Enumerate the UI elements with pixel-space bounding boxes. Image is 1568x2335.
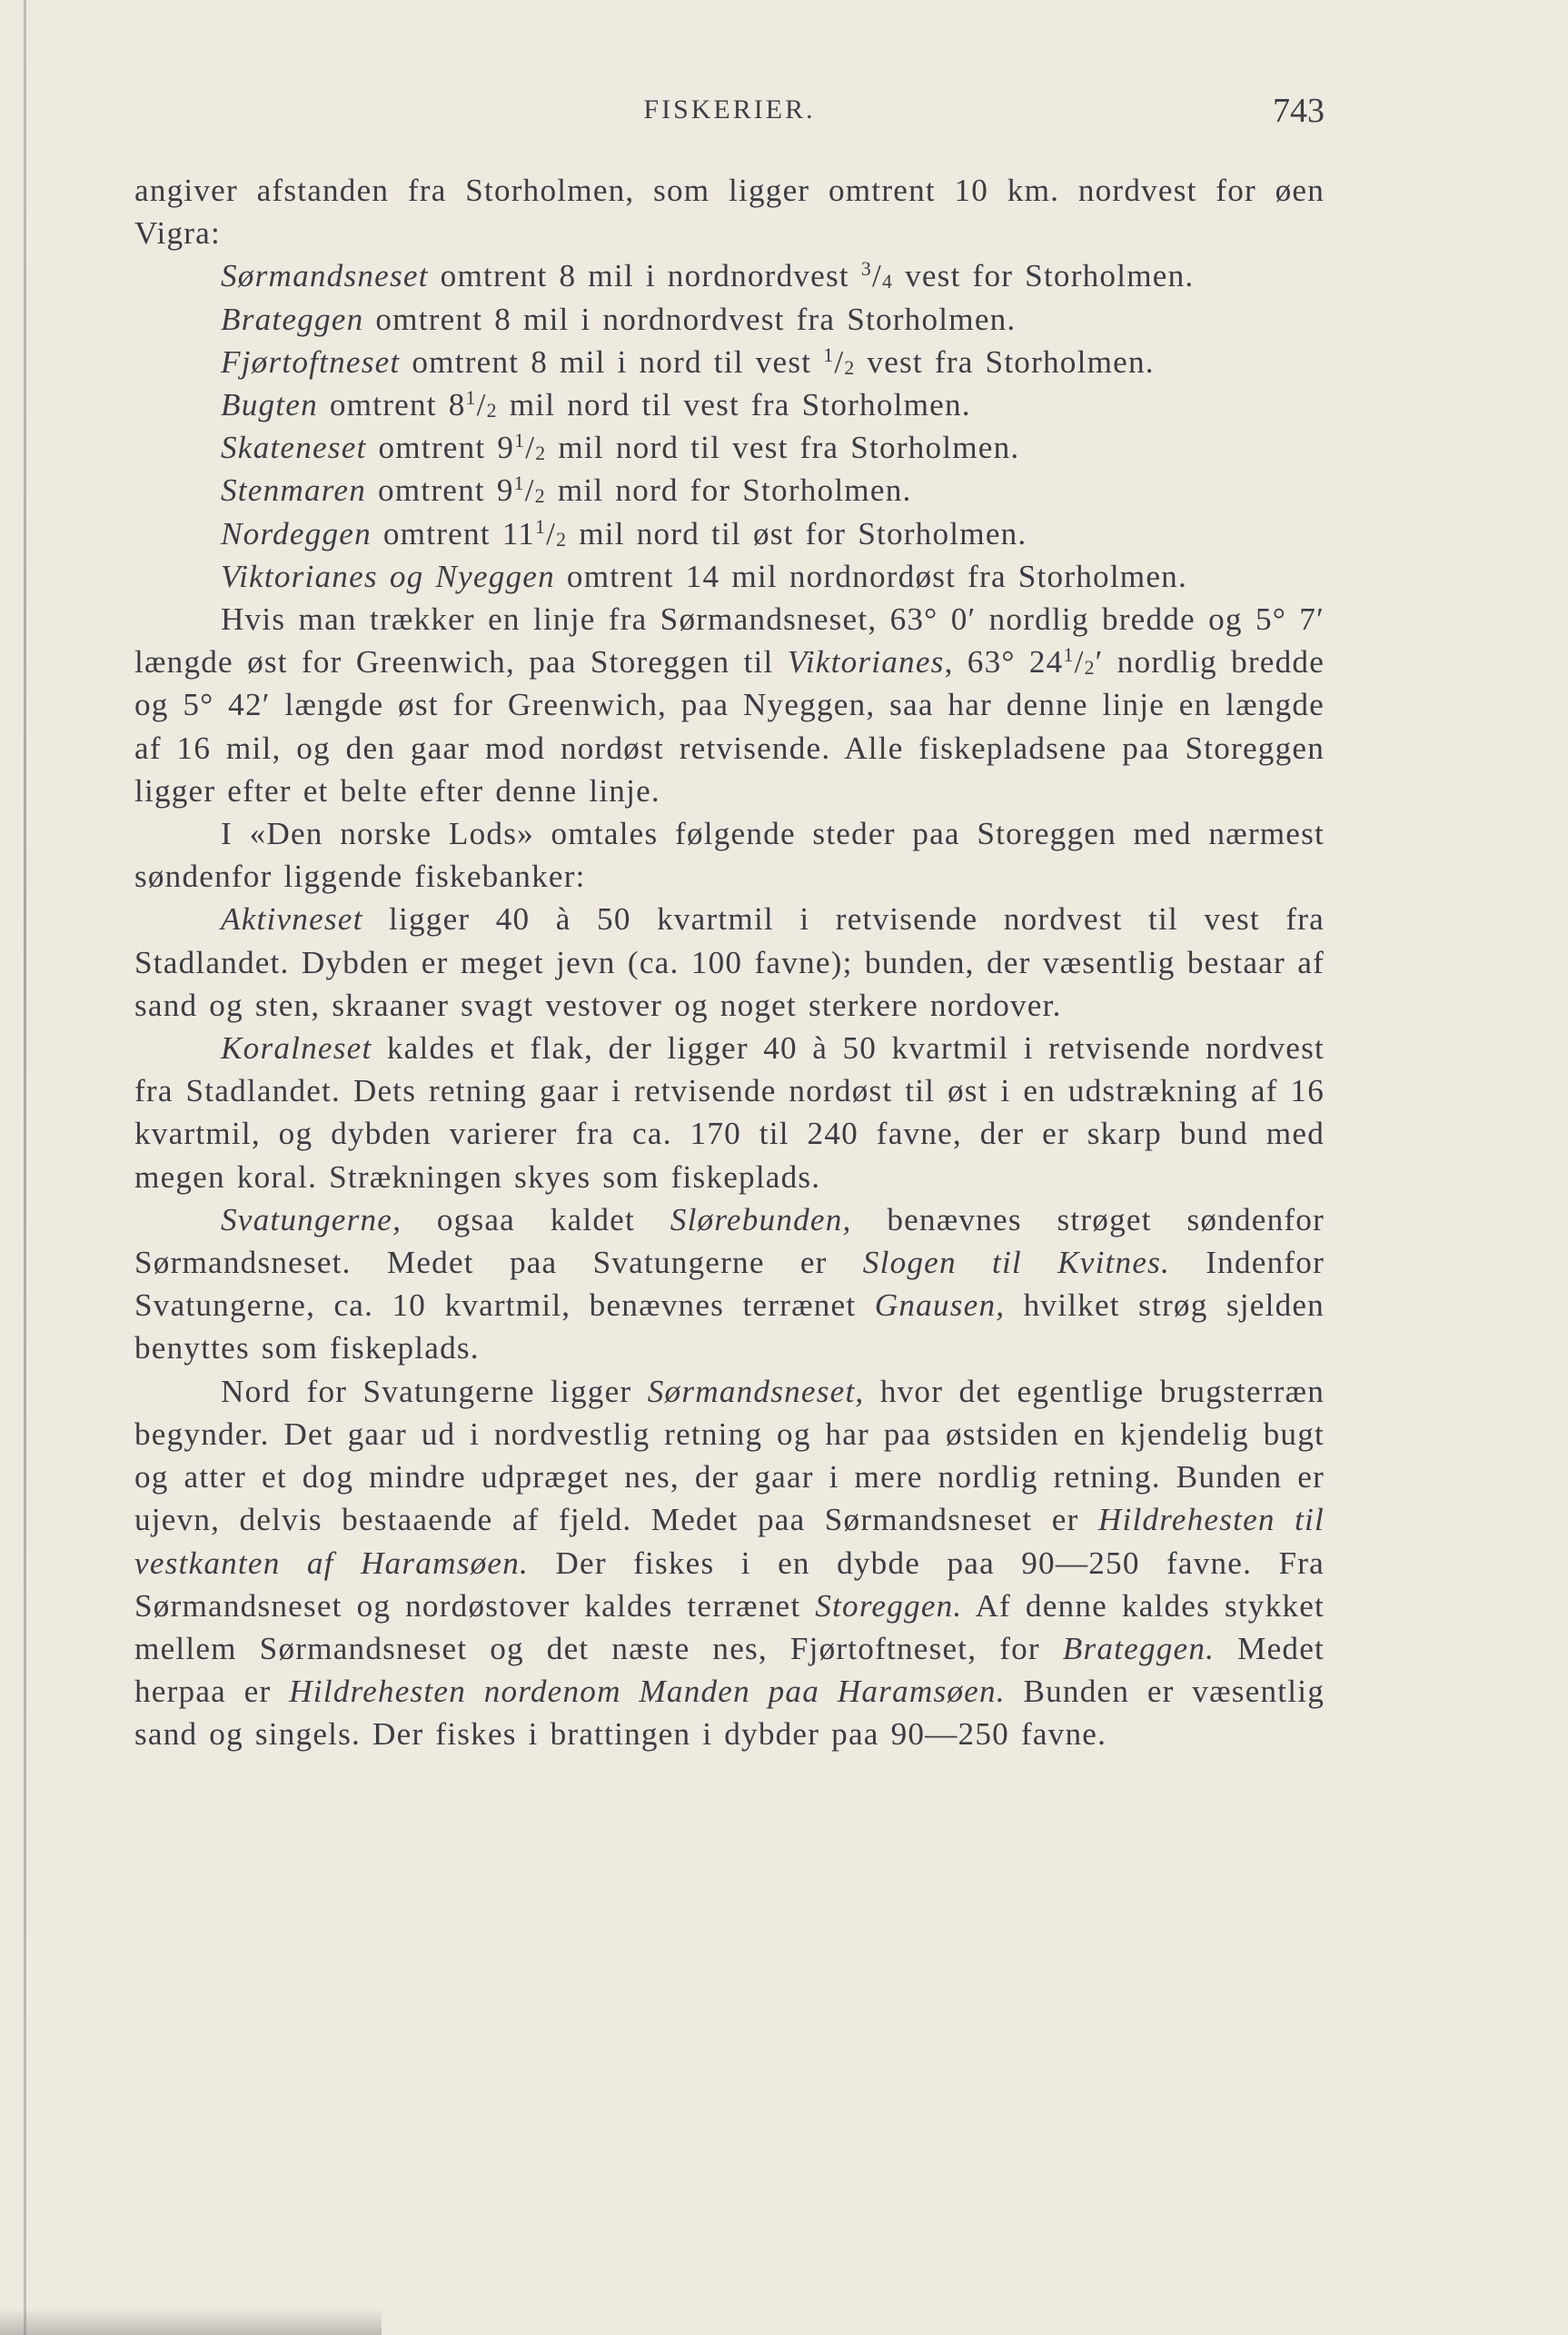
paragraph [134,341,1325,383]
text-run: Af denne kaldes stykket mellem Sørmandsneset og det næste nes, Fjørtoftneset, for [134,1587,1325,1666]
text-run: / [476,387,487,423]
text-run: angiver afstanden fra Storholmen, som ligger omtrent 10 km. nordvest for øen Vigra: [134,173,1325,252]
page-binding-edge [24,0,26,2335]
text-run: hvor det egentlige brugsterræn begynder. Det gaar ud i nordvestlig retning og har paa østsiden en kjendelig bugt og atter et dog mindre udpræget nes, der gaar i mere nordlig retning. Bunden er ujevn, delvis bestaaende af fjeld. Medet paa Sørmandsneset er [134,1373,1325,1538]
body-text [134,169,1325,1756]
text-run: / [546,515,557,551]
paragraph [134,1370,1325,1756]
paragraph [134,426,1325,469]
text-run [378,559,390,594]
fraction-numerator: 3 [860,258,872,281]
text-run: Medet herpaa er [134,1630,1325,1710]
fraction-numerator: 1 [465,387,477,410]
italic-place-name: Hildrehesten nordenom Manden paa Haramsøen. [289,1674,1006,1710]
italic-place-name: Bugten [221,387,318,423]
italic-place-name: Fjørtoftneset [221,343,401,380]
text-run: omtrent 9 [366,430,515,466]
text-run: mil nord til vest fra Storholmen. [497,387,971,423]
text-run: omtrent 14 mil nordnordøst fra Storholmen. [554,558,1187,594]
fraction-denominator: 2 [535,442,547,465]
fraction-denominator: 4 [881,271,894,293]
italic-place-name: Slogen til Kvitnes. [862,1245,1171,1281]
italic-place-name: Gnausen, [874,1287,1006,1324]
fraction-numerator: 1 [535,515,547,538]
text-run: , 63° 24 [944,644,1064,681]
running-title: FISKERIER. [643,94,816,124]
text-run: omtrent 8 [317,387,466,423]
fraction-denominator: 2 [486,400,498,422]
italic-place-name: Sørmandsneset [221,258,429,294]
text-run: I «Den norske Lods» omtales følgende steder paa Storeggen med nærmest søndenfor liggende fiskebanker: [134,816,1325,895]
italic-place-name: Sørmandsneset, [647,1373,865,1409]
text-run: / [525,430,536,466]
fraction-numerator: 1 [823,343,835,366]
text-run: / [524,472,535,509]
text-run: / [871,258,882,294]
paragraph [134,1198,1325,1370]
italic-place-name: Nordeggen [221,515,372,551]
italic-place-name: Koralneset [221,1030,372,1067]
paragraph [134,898,1325,1027]
text-run: / [1074,644,1085,681]
page-number: 743 [1273,92,1325,130]
text-run: Indenfor Svatungerne, ca. 10 kvartmil, benævnes terrænet [134,1245,1325,1324]
text-run: Der fiskes i en dybde paa 90—250 favne. Fra Sørmandsneset og nordøstover kaldes terrænet [134,1545,1325,1624]
italic-place-name: Viktorianes [221,558,378,594]
fraction-denominator: 2 [1084,657,1096,680]
paragraph [134,555,1325,598]
paragraph [134,812,1325,898]
italic-place-name: Slørebunden, [670,1201,852,1237]
text-run: ogsaa kaldet [402,1201,670,1237]
paragraph [134,383,1325,426]
italic-place-name: Svatungerne, [221,1201,402,1237]
fraction-numerator: 1 [1063,644,1075,667]
text-run: Bunden er væsentlig sand og singels. Der fiskes i brattingen i dybder paa 90—250 favne. [134,1674,1325,1753]
text-run: omtrent 8 mil i nord til vest [400,343,824,380]
fraction-numerator: 1 [514,430,526,452]
text-run: kaldes et flak, der ligger 40 à 50 kvartmil i retvisende nordvest fra Stadlandet. Dets retning gaar i retvisende nordøst til øst i en udstrækning af 16 kvartmil, og dybden varierer fra ca. 170 til 240 favne, der er skarp bund med megen koral. Strækningen skyes som fiskeplads. [134,1030,1325,1195]
paragraph [134,169,1325,254]
text-run: benævnes strøget søndenfor Sørmandsneset. Medet paa Svatungerne er [134,1201,1325,1281]
paragraph [134,1027,1325,1198]
text-run: omtrent 11 [371,515,535,551]
fraction-numerator: 1 [513,472,525,495]
text-run: ligger 40 à 50 kvartmil i retvisende nordvest til vest fra Stadlandet. Dybden er meget jevn (ca. 100 favne); bunden, der væsentlig bestaar af sand og sten, skraaner svagt vestover og noget sterkere nordover. [134,901,1325,1023]
fraction-denominator: 2 [556,528,568,551]
text-run: mil nord for Storholmen. [545,472,912,509]
paragraph [134,298,1325,341]
text-run: Nord for Svatungerne ligger [221,1373,648,1409]
fraction-denominator: 2 [534,485,546,508]
text-run: omtrent 8 mil i nordnordvest [428,258,861,294]
text-run: ′ nordlig bredde og 5° 42′ længde øst for Greenwich, paa Nyeggen, saa har denne linje en længde af 16 mil, og den gaar mod nordøst retvisende. Alle fiskepladsene paa Storeggen ligger efter et belte efter denne linje. [134,644,1325,809]
italic-place-name: Storeggen. [815,1587,963,1624]
italic-place-name: Skateneset [221,430,367,466]
text-run: Hvis man trækker en linje fra Sørmandsneset, 63° 0′ nordlig bredde og 5° 7′ længde øst for Greenwich, paa Storeggen til [134,601,1325,681]
paragraph [134,598,1325,812]
text-run: omtrent 9 [366,472,514,509]
text-run: vest fra Storholmen. [855,343,1155,380]
italic-place-name: og Nyeggen [389,558,555,594]
italic-place-name: Hildrehesten til vestkanten af Haramsøen. [134,1502,1325,1581]
text-run: mil nord til vest fra Storholmen. [546,430,1020,466]
italic-place-name: Viktorianes [787,644,945,681]
paragraph [134,469,1325,512]
italic-place-name: Brateggen [221,301,364,337]
italic-place-name: Brateggen. [1062,1630,1216,1666]
running-head [134,91,1325,131]
text-run: vest for Storholmen. [893,258,1195,294]
paragraph [134,512,1325,555]
paragraph [134,254,1325,297]
italic-place-name: Stenmaren [221,472,366,509]
text-run: hvilket strøg sjelden benyttes som fiskeplads. [134,1287,1325,1366]
text-run: / [834,343,845,380]
text-run: mil nord til øst for Storholmen. [567,515,1027,551]
text-run: omtrent 8 mil i nordnordvest fra Storholmen. [363,301,1017,337]
fraction-denominator: 2 [844,356,856,379]
scan-shadow [0,2308,382,2335]
italic-place-name: Aktivneset [221,901,363,938]
